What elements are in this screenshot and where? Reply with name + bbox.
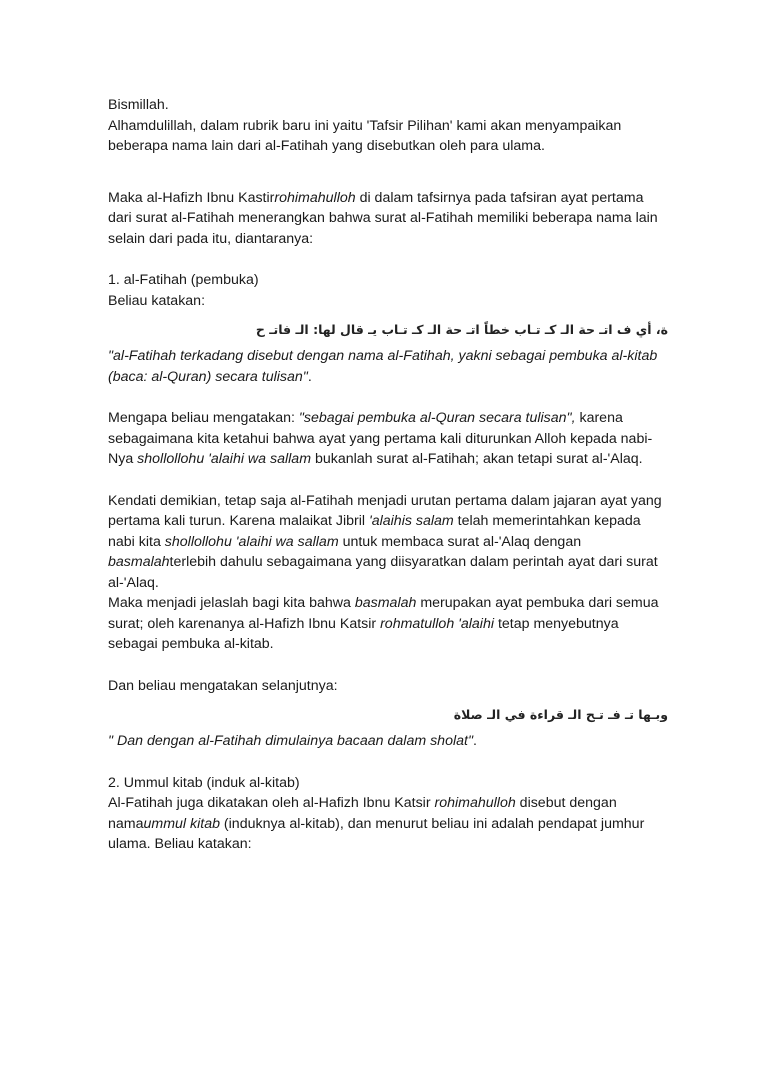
document-body (108, 95, 668, 855)
spacer (108, 387, 668, 408)
italic-run: shollollohu 'alaihi wa sallam (164, 533, 339, 550)
italic-run: rohmatulloh 'alaihi (380, 615, 494, 632)
section-1-intro: Beliau katakan: (108, 292, 206, 309)
text-run: terlebih dahulu sebagaimana yang diisyaratkan dalam perintah ayat dari surat al-'Alaq. (108, 554, 658, 591)
text-run: bukanlah surat al-Fatihah; akan tetapi surat al-'Alaq. (311, 451, 643, 467)
text-run: karena sebagaimana kita ketahui bahwa ayat yang pertama kali diturunkan Alloh kepada nabi-Nya (108, 410, 653, 467)
arabic-quote-2: وبـها تـ فـ تـح الـ قراءة في الـ صلاة (453, 707, 668, 722)
paragraph-mengapa (108, 408, 668, 470)
text-run: Maka al-Hafizh Ibnu Kastir (108, 189, 275, 206)
text-run: tetap menyebutnya sebagai pembuka al-kitab. (108, 615, 619, 652)
translation-quote-1 (108, 346, 668, 387)
italic-run: 'alaihis salam (369, 513, 454, 529)
italic-run: " Dan dengan al-Fatihah dimulainya bacaan dalam sholat" (108, 733, 473, 749)
spacer (108, 470, 668, 491)
italic-run: shollollohu 'alaihi wa sallam (137, 451, 312, 467)
translation-quote-2 (108, 731, 668, 752)
paragraph-basmalah (108, 593, 668, 655)
spacer (108, 157, 668, 188)
italic-run: rohimahulloh (274, 189, 356, 206)
text-run: . (473, 733, 477, 749)
intro-text: Alhamdulillah, dalam rubrik baru ini yaitu 'Tafsir Pilihan' kami akan menyampaikan beberapa nama lain dari al-Fatihah yang disebutkan oleh para ulama. (108, 117, 622, 154)
paragraph-ibnu-katsir (108, 188, 668, 250)
text-run: telah memerintahkan kepada nabi kita (108, 513, 641, 550)
paragraph-kendati (108, 491, 668, 594)
opening-paragraph (108, 95, 668, 157)
italic-run: basmalah (354, 595, 417, 611)
text-run: Kendati demikian, tetap saja al-Fatihah menjadi urutan pertama dalam jajaran ayat yang pertama kali turun. Karena malaikat Jibril (108, 492, 662, 529)
text-run: Maka menjadi jelaslah bagi kita bahwa (108, 595, 355, 611)
greeting: Bismillah. (108, 97, 169, 113)
text-run: di dalam tafsirnya pada tafsiran ayat pertama dari surat al-Fatihah menerangkan bahwa surat al-Fatihah memiliki beberapa nama lain selain dari pada itu, diantaranya: (108, 189, 658, 247)
section-2-heading: 2. Ummul kitab (induk al-kitab) (108, 774, 300, 791)
italic-run: rohimahulloh (434, 795, 516, 811)
section-1-heading: 1. al-Fatihah (pembuka) (108, 272, 259, 288)
italic-run: "al-Fatihah terkadang disebut dengan nama al-Fatihah, yakni sebagai pembuka al-kitab (baca: al-Quran) secara tulisan" (108, 348, 658, 385)
text-run: . (307, 368, 312, 385)
text-run: untuk membaca surat al-'Alaq dengan (338, 533, 582, 550)
italic-run: basmalah (108, 554, 170, 570)
italic-run: ummul kitab (143, 815, 220, 832)
text-run: merupakan ayat pembuka dari semua surat; oleh karenanya al-Hafizh Ibnu Katsir (108, 595, 659, 632)
spacer (108, 752, 668, 773)
section-2 (108, 773, 668, 855)
spacer (108, 655, 668, 676)
text-run: disebut dengan nama (108, 795, 617, 832)
text-run: Al-Fatihah juga dikatakan oleh al-Hafizh Ibnu Katsir (108, 795, 435, 811)
section-1 (108, 270, 668, 311)
text-run: (induknya al-kitab), dan menurut beliau ini adalah pendapat jumhur ulama. Beliau katakan: (108, 815, 645, 852)
paragraph-selanjutnya: Dan beliau mengatakan selanjutnya: (108, 677, 338, 694)
italic-run: "sebagai pembuka al-Quran secara tulisan", (298, 410, 576, 426)
text-run: Mengapa beliau mengatakan: (108, 410, 299, 426)
arabic-quote-1: ة، أي ف اتـ حة الـ كـ تـاب خطاً اتـ حة الـ كـ تـاب يـ قال لها: الـ فاتـ ح (255, 322, 668, 337)
spacer (108, 249, 668, 270)
